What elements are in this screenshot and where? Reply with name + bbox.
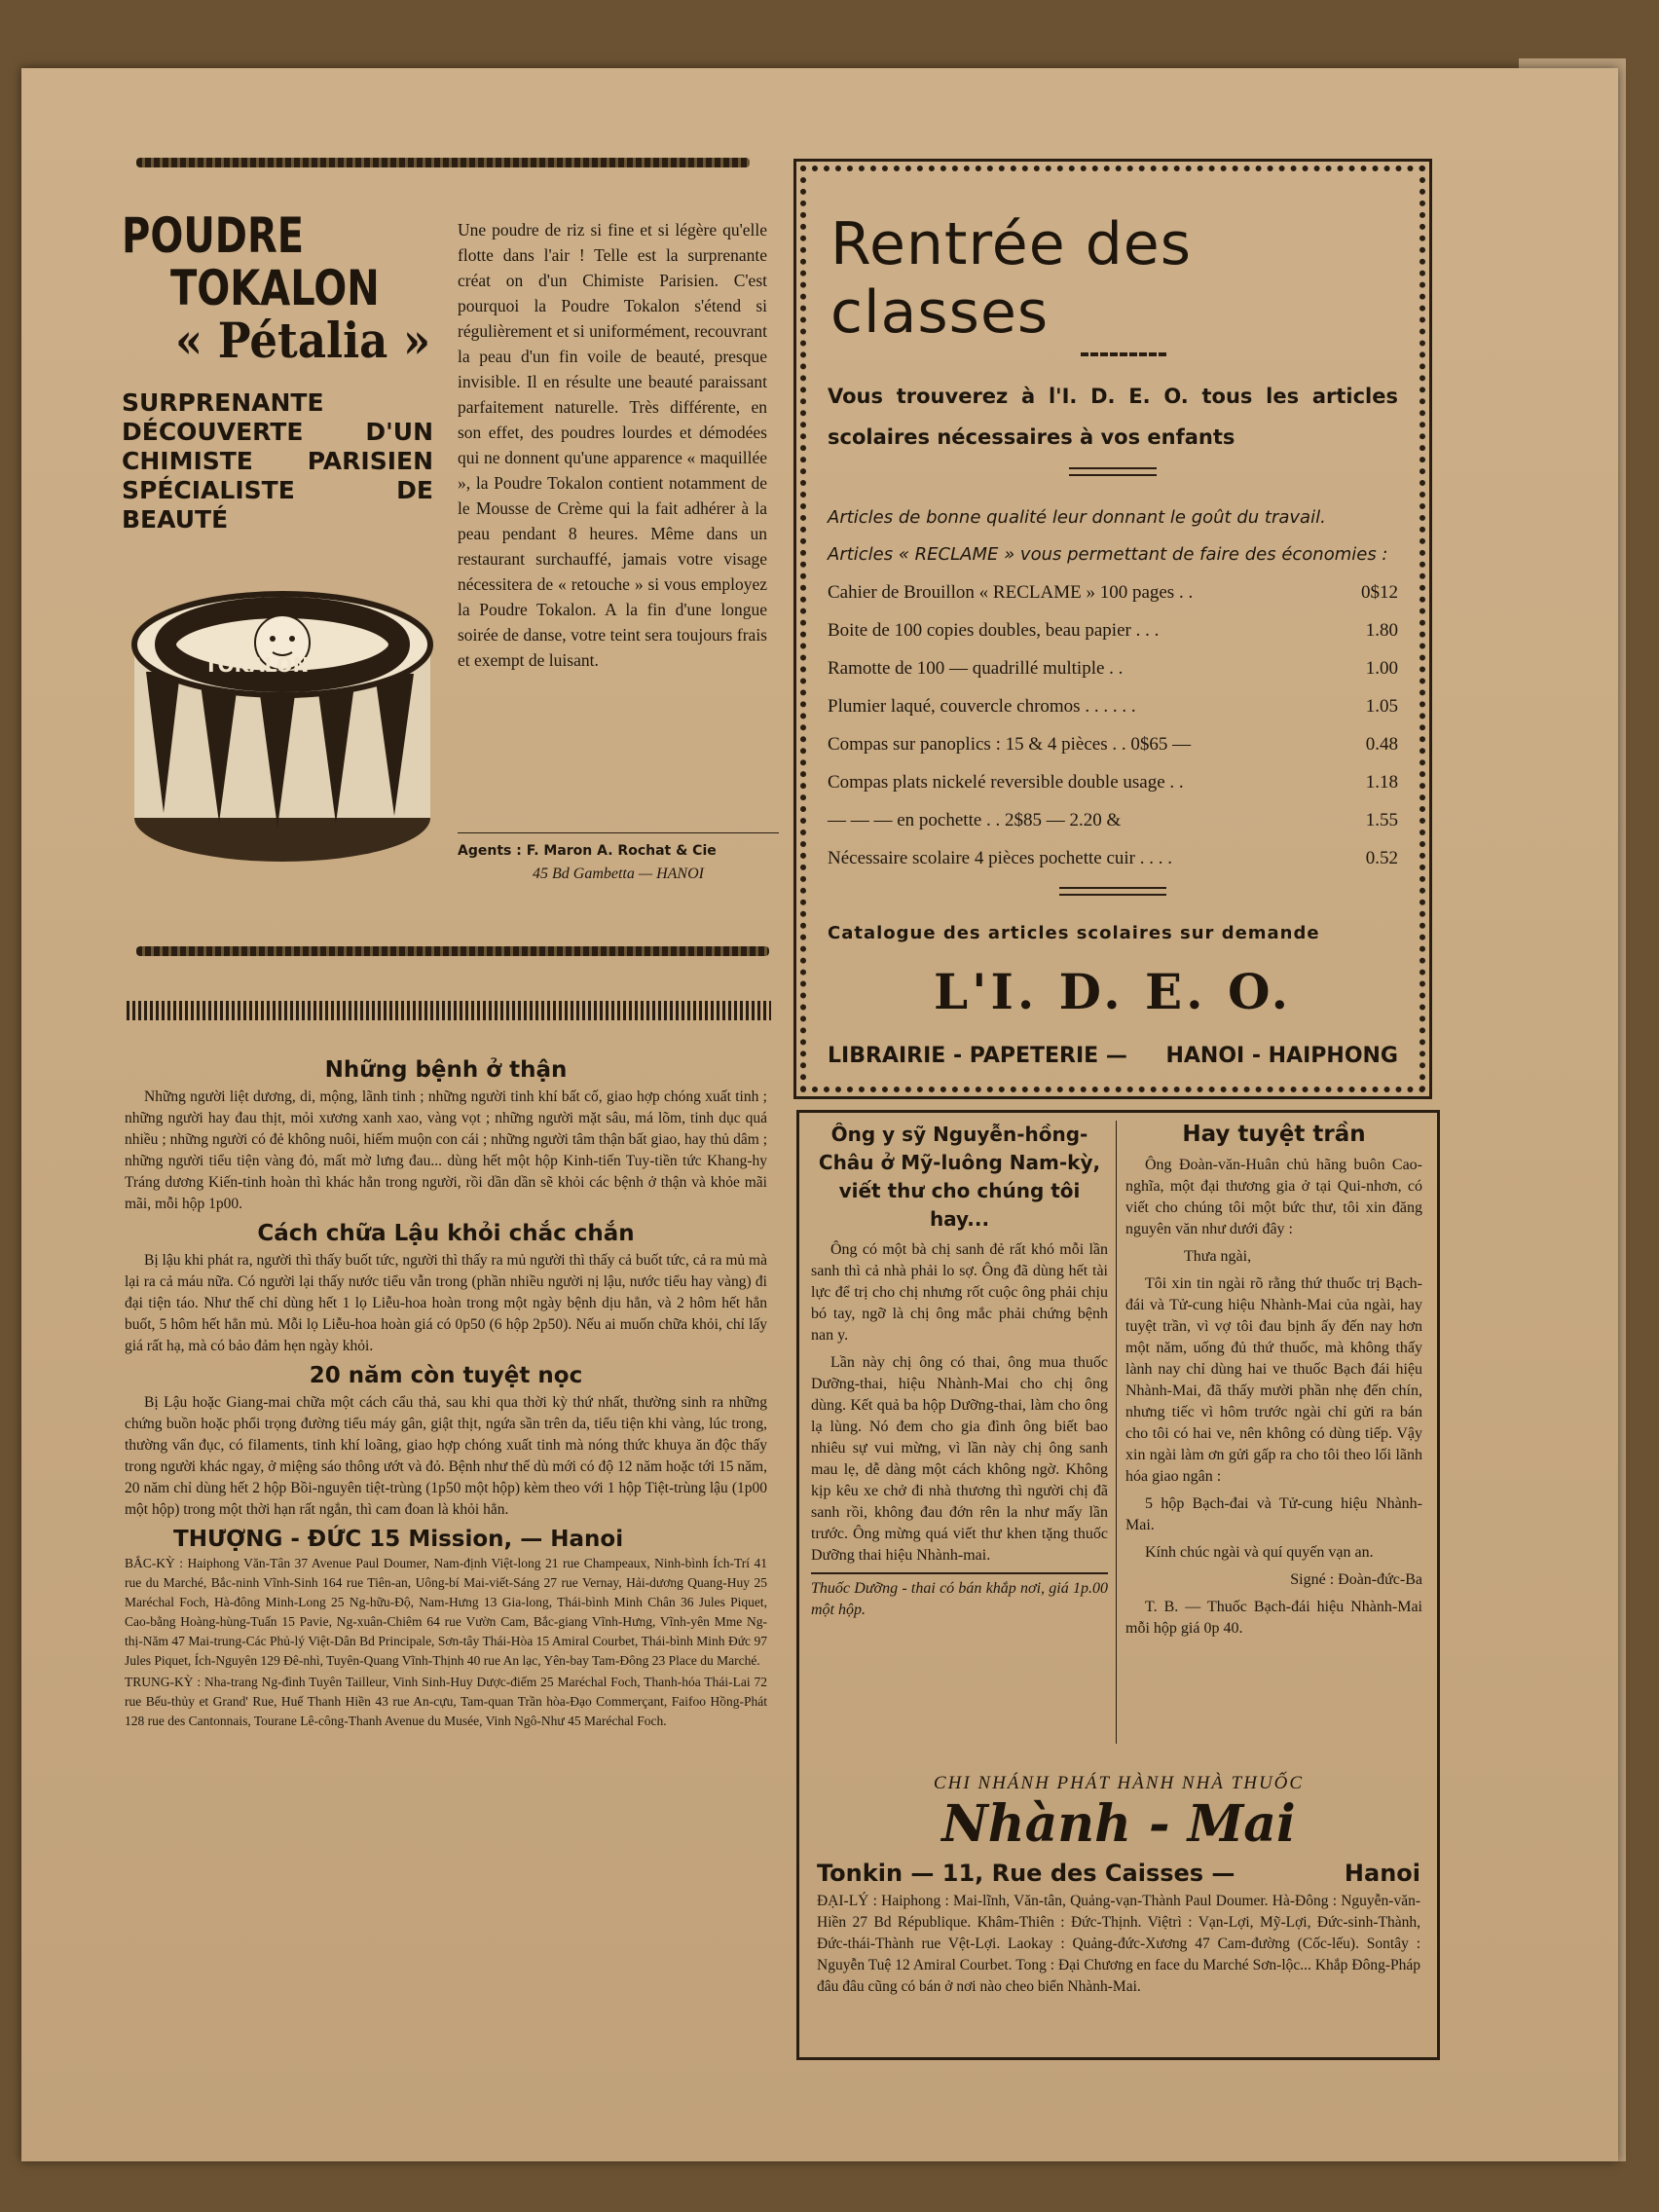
powder-tin-illustration <box>127 574 438 866</box>
tokalon-body: Une poudre de riz si fine et si légère qu'elle flotte dans l'air ! Telle est la surprenante créat on d'un Chimiste Parisien. C'est pourquoi la Poudre Tokalon s'étend si régulièrement et si uniformément, recouvrant la peau d'un fin voile de beauté, presque invisible. Il en résulte une beauté paraissant parfaitement naturelle. Très différente, en son effet, des poudres lourdes et démodées qui ne donnent qu'une apparence « maquillée », la Poudre Tokalon contient notamment de le Mousse de Crème qui la fait adhérer à la peau pendant 8 heures. Même dans un restaurant surchauffé, jamais votre visage nécessitera de « retouche » si vous employez la Poudre Tokalon. A la fin d'une longue soirée de danse, votre teint sera toujours frais et exempt de luisant. <box>458 220 767 670</box>
nm-brand: Nhành - Mai <box>941 1794 1296 1854</box>
nm-left-note: Thuốc Dưỡng - thai có bán khắp nơi, giá 1p.00 một hộp. <box>811 1572 1108 1621</box>
section-body-2: Bị lậu khi phát ra, người thì thấy buốt tức, người thì thấy ra mủ người thì thấy cả buốt tức, cả ra mủ mà lại ra cả máu nữa. Có người lại thấy nước tiểu vẫn trong (phần nhiều người nị lậu, nước tiểu hay vàng) đi đại tiện táo. Như thế chỉ dùng hết 1 lọ Liễu-hoa hoàn trong một ngày bệnh dịu hẳn, và 2 hôm hết hẳn buốt, 5 hôm hết hẳn mủ. Mỗi lọ Liễu-hoa hoàn giá có 0p50 (6 hộp 2p50). Nếu ai muốn chữa khỏi, chỉ lấy giá rất hạ, mà có bảo đảm hẹn ngày khỏi. <box>125 1252 767 1354</box>
nm-left-headline: Ông y sỹ Nguyễn-hồng-Châu ở Mỹ-luông Nam-kỳ, viết thư cho chúng tôi hay... <box>818 1123 1101 1231</box>
nm-right-body-4: Kính chúc ngài và quí quyến vạn an. <box>1145 1544 1374 1561</box>
tokalon-agents-name: Agents : F. Maron A. Rochat & Cie <box>458 843 717 859</box>
title-flourish <box>1081 352 1168 356</box>
price-row: Boite de 100 copies doubles, beau papier . . . 1.80 <box>828 620 1398 641</box>
ideo-title: Rentrée des classes <box>830 210 1192 347</box>
nm-left-body-1: Ông có một bà chị sanh đẻ rất khó mỗi lần sanh thì cả nhà phải lo sợ. Ông đã dùng hết tài lực để trị cho chị nhưng rốt cuộc ông phải chịu bó tay, ngỡ là chị ông mắc phải chứng bệnh nan y. <box>811 1241 1108 1344</box>
price-row: Compas plats nickelé reversible double usage . . 1.18 <box>828 772 1398 793</box>
tokalon-line2: TOKALON <box>170 260 380 316</box>
thuong-duc-advert <box>125 1051 767 1731</box>
price-row: Compas sur panoplics : 15 & 4 pièces . . 0$65 — 0.48 <box>828 734 1398 755</box>
section-title-1: Những bệnh ở thận <box>324 1057 568 1083</box>
ideo-divider-1 <box>1069 467 1157 476</box>
price-row: Nécessaire scolaire 4 pièces pochette cuir . . . . 0.52 <box>828 848 1398 868</box>
ideo-reclame-line: Articles « RECLAME » vous permettant de faire des économies : <box>828 544 1388 565</box>
nm-left-body-2: Lần này chị ông có thai, ông mua thuốc Dưỡng-thai, hiệu Nhành-Mai cho chị ông dùng. Kết quả ba hộp Dưỡng-thai, làm cho ông lạ lùng. Nó đem cho gia đình ông biết bao nhiêu sự vui mừng, vì lần này chị ông sanh mau lẹ, dễ dàng một cách không ngờ. Không kịp kêu xe chở đi nhà thương thì người chị đã sanh rồi, không đau đớn rên la như mấy lần trước. Ông mừng quá viết thư khen tặng thuốc Dưỡng thai hiệu Nhành-mai. <box>811 1354 1108 1564</box>
tin-label: TOKALON <box>204 653 310 677</box>
nm-right-column <box>1125 1121 1422 1640</box>
nm-right-greeting: Thưa ngài, <box>1184 1248 1252 1265</box>
ideo-footer-left: LIBRAIRIE - PAPETERIE — <box>828 1044 1127 1068</box>
nm-agents: ĐẠI-LÝ : Haiphong : Mai-lĩnh, Văn-tân, Quảng-vạn-Thành Paul Doumer. Hà-Đông : Nguyễn-văn-Hiền 27 Bd République. Khâm-Thiên : Đức-Thịnh. Việtrì : Vạn-Lợi, Mỹ-Lợi, Đức-sinh-Thành, Đức-thái-Thành rue Vệt-Lợi. Laokay : Quảng-đức-Xương 47 Cam-đường (Cốc-lếu). Sontây : Nguyễn Tuệ 12 Amiral Courbet. Tong : Đại Chương en face du Marché Sơn-lộc... Khắp Đông-Pháp đâu đâu cũng có bán ở nơi nào cheo biển Nhành-Mai. <box>817 1893 1420 1995</box>
nm-left-column <box>811 1121 1108 1621</box>
ideo-catalogue: Catalogue des articles scolaires sur demande <box>828 923 1320 943</box>
tokalon-agents-address: 45 Bd Gambetta — HANOI <box>533 866 704 882</box>
ideo-brand: L'I. D. E. O. <box>933 963 1292 1020</box>
price-row: Plumier laqué, couvercle chromos . . . . . . 1.05 <box>828 696 1398 717</box>
mid-wavy-rule <box>136 946 769 956</box>
nm-bottom <box>817 1773 1420 1998</box>
nm-right-body-2: Tôi xin tin ngài rõ rằng thứ thuốc trị Bạch-đái và Tử-cung hiệu Nhành-Mai của ngài, hay tuyệt trần, vì vợ tôi đau bịnh ấy đến nay hơn một năm, uống đủ thứ thuốc, mà không thấy lành nay chỉ dùng hai ve thuốc Bạch đái hiệu Nhành-Mai, đã thấy mười phần nhẹ đến chín, nhưng tiếc vì hôm trước ngài chỉ gửi ra bán cho tôi có hai ve, nên không có dùng tiếp. Vậy xin ngài làm ơn gửi gấp ra cho tôi theo lối lãnh hóa giao ngân : <box>1125 1275 1422 1485</box>
ideo-lead: Vous trouverez à l'I. D. E. O. tous les articles scolaires nécessaires à vos enfants <box>828 385 1398 449</box>
nm-right-body-1: Ông Đoàn-văn-Huân chủ hãng buôn Cao-nghĩa, một đại thương gia ở tại Qui-nhơn, có viết cho chúng tôi một bức thư, tôi xin đăng nguyên văn như dưới đây : <box>1125 1157 1422 1237</box>
section-body-3: Bị Lậu hoặc Giang-mai chữa một cách cẩu thả, sau khi qua thời kỳ thứ nhất, thường sinh ra những chứng buồn hoặc phổi trọng đường tiểu máy gân, giật thịt, ngứa sần trên da, tiểu tiện khi vàng, lúc trong, thường vẩn đục, có filaments, tinh khí loãng, giao hợp chóng xuất tinh mà nóng thức khuya ăn độc thấy trong người khác ngay, ở miệng sáo thông ướt và đỏ. Bệnh như thế dù mới có độ 12 năm hoặc tới 15 năm, 20 năm chỉ dùng hết 2 hộp Bồi-nguyên tiệt-trùng (1p50 một hộp) kèm theo với 1 hộp Tiệt-trùng lậu (1p00 một hộp) trong một thời hạn rất ngắn, thì cam đoan là khỏi hẳn. <box>125 1394 767 1518</box>
ideo-divider-2 <box>1059 887 1166 896</box>
price-list <box>806 573 1419 877</box>
nhanh-mai-advert-box <box>796 1110 1440 2060</box>
section-title-4: THƯỢNG - ĐỨC 15 Mission, — Hanoi <box>173 1527 624 1552</box>
ideo-quality-line: Articles de bonne qualité leur donnant le goût du travail. <box>828 507 1326 528</box>
tokalon-advert <box>122 209 774 891</box>
price-row: — — — en pochette . . 2$85 — 2.20 & 1.55 <box>828 810 1398 830</box>
ideo-footer-right: HANOI - HAIPHONG <box>1165 1044 1398 1068</box>
agents-bac-ky: BẮC-KỲ : Haiphong Văn-Tân 37 Avenue Paul Doumer, Nam-định Việt-long 21 rue Champeaux, Ninh-bình Ích-Trí 41 rue du Marché, Bắc-ninh Vĩnh-Sinh 164 rue Tiên-an, Uông-bí Mai-viết-Sáng 27 rue Vernay, Hải-dương Quang-Huy 25 Maréchal Foch, Hà-đông Minh-Long 25 Ng-hữu-Độ, Nam-Hưng 13 Gia-long, Thái-bình Minh Chân 36 Jules Piquet, Cao-bằng Hoàng-hùng-Tuấn 15 Pavie, Ng-xuân-Chiêm 64 rue Vườn Cam, Bắc-giang Vĩnh-Hưng, Vĩnh-yên Mme Ng-thị-Năm 47 Mai-trung-Các Phủ-lý Việt-Dân Bd Principale, Sơn-tây Thái-Hòa 15 Amiral Courbet, Thái-bình Minh Đức 97 Jules Piquet, Ích-Nguyên 129 Đê-nhì, Tuyên-Quang Vĩnh-Thịnh 40 rue An lạc, Yên-bay Tam-Đông 23 Place du Marché. <box>125 1556 767 1668</box>
section-title-2: Cách chữa Lậu khỏi chắc chắn <box>257 1221 635 1246</box>
tokalon-agents <box>458 832 779 886</box>
nm-column-divider <box>1116 1121 1117 1744</box>
nm-postscript: T. B. — Thuốc Bạch-đái hiệu Nhành-Mai mỗi hộp giá 0p 40. <box>1125 1599 1422 1637</box>
hatched-rule <box>127 1001 771 1020</box>
top-wavy-rule <box>136 158 750 167</box>
nm-signature: Signé : Đoàn-đức-Ba <box>1290 1571 1422 1588</box>
ideo-advert-box <box>800 166 1425 1092</box>
nm-right-headline: Hay tuyệt trần <box>1182 1122 1366 1147</box>
nm-address-right: Hanoi <box>1344 1860 1420 1887</box>
price-row: Cahier de Brouillon « RECLAME » 100 pages . . 0$12 <box>828 582 1398 603</box>
nm-branch-line: CHI NHÁNH PHÁT HÀNH NHÀ THUỐC <box>933 1773 1305 1793</box>
nm-address <box>817 1860 1420 1887</box>
agents-trung-ky: TRUNG-KỲ : Nha-trang Ng-đình Tuyên Tailleur, Vinh Sinh-Huy Dược-điếm 25 Maréchal Foch, Thanh-hóa Thái-Lai 72 rue Bếu-thủy et Grand' Rue, Huế Thanh Hiền 43 rue An-cựu, Tam-quan Trần hòa-Đạo Commerçant, Faifoo Hồng-Phát 128 rue des Cantonnais, Tourane Lê-công-Thanh Avenue du Musée, Vinh Ngô-Như 45 Maréchal Foch. <box>125 1675 767 1728</box>
nm-address-left: Tonkin — 11, Rue des Caisses — <box>817 1860 1235 1887</box>
tokalon-subhead: SURPRENANTE DÉCOUVERTE D'UN CHIMISTE PARISIEN SPÉCIALISTE DE BEAUTÉ <box>122 388 433 534</box>
section-body-1: Những người liệt dương, di, mộng, lãnh tinh ; những người tinh khí bất cố, giao hợp chóng xuất tinh ; những người hay đau thịt, mỏi xương xanh xao, vàng vọt ; những người mặt sâu, má lõm, tinh dục quá nhiều ; những người có đẻ không nuôi, hiếm muộn con cái ; những người tâm thận bất giao, hay thủ dâm ; những người tiểu tiện vàng đỏ, mất mờ lưng đau... dùng hết một hộp Kinh-tiến Tuy-tiền tức Khang-hy Tráng dương Kiến-tinh hoàn thì khác hẳn trong người, rồi dần dần sẽ khỏi các bệnh ở thận và khỏe mãi mãi, mỗi hộp 1p00. <box>125 1088 767 1212</box>
ideo-footer <box>828 1044 1398 1068</box>
tokalon-line1: POUDRE <box>122 207 305 264</box>
price-row: Ramotte de 100 — quadrillé multiple . . 1.00 <box>828 658 1398 679</box>
tokalon-line3: « Pétalia » <box>175 312 431 369</box>
nm-right-body-3: 5 hộp Bạch-đai và Tử-cung hiệu Nhành-Mai. <box>1125 1495 1422 1533</box>
section-title-3: 20 năm còn tuyệt nọc <box>309 1363 583 1388</box>
